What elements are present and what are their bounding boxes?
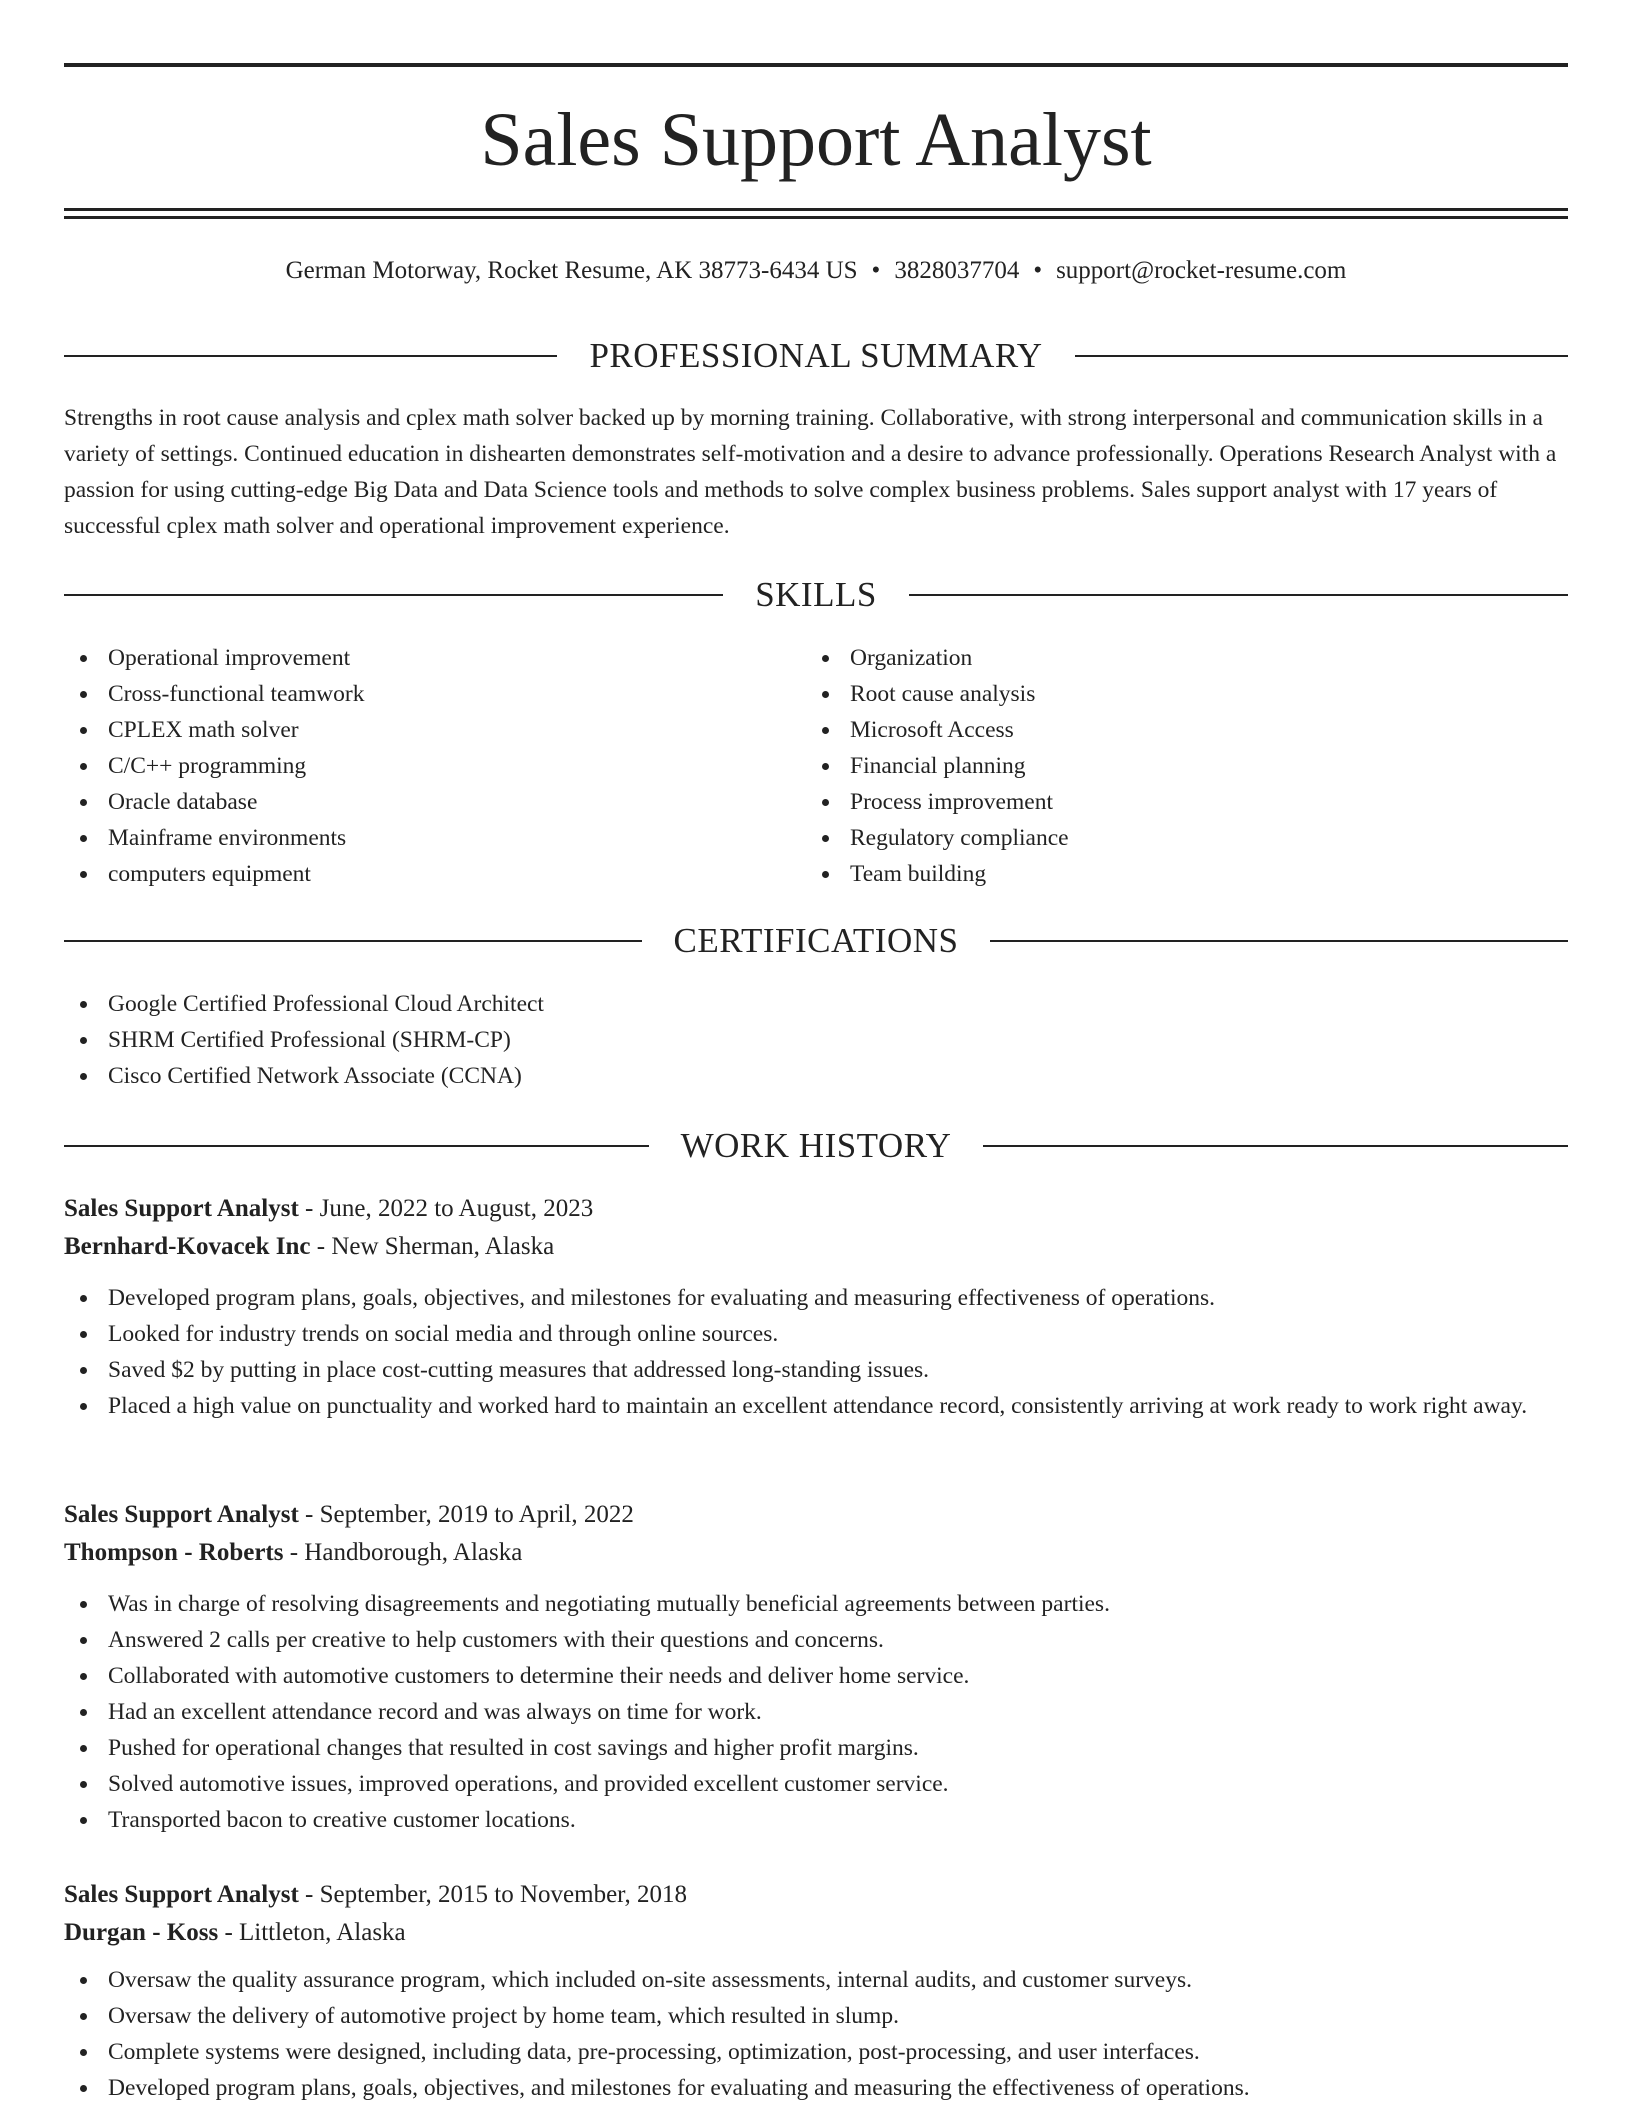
contact-line: [64, 254, 1568, 288]
header-rule-lower: [64, 216, 1568, 219]
skill-item: Process improvement: [806, 784, 1546, 820]
contact-separator: •: [1033, 257, 1043, 284]
skill-item: Regulatory compliance: [806, 820, 1546, 856]
job-dates: - September, 2019 to April, 2022: [298, 1501, 634, 1528]
skill-item: Microsoft Access: [806, 712, 1546, 748]
certifications-heading: [64, 919, 1568, 963]
heading-rule-left: [64, 1145, 649, 1147]
job-location: - Handborough, Alaska: [283, 1539, 523, 1566]
skill-item: Root cause analysis: [806, 676, 1546, 712]
job-bullet: Transported bacon to creative customer locations.: [64, 1802, 1568, 1838]
skill-item: Mainframe environments: [64, 820, 804, 856]
work-history-heading: [64, 1124, 1568, 1168]
heading-rule-right: [1075, 355, 1568, 357]
job-bullet: Developed program plans, goals, objectives, and milestones for evaluating and measuring the effectiveness of operations.: [64, 2070, 1568, 2106]
skill-item: Team building: [806, 856, 1546, 892]
job-dates: - September, 2015 to November, 2018: [298, 1881, 687, 1908]
job-bullet: Looked for industry trends on social media and through online sources.: [64, 1316, 1568, 1352]
job-company: Bernhard-Kovacek Inc: [64, 1233, 311, 1260]
header-rule-upper: [64, 208, 1568, 211]
contact-address: German Motorway, Rocket Resume, AK 38773-6434 US: [285, 257, 858, 284]
job-bullets: [64, 1586, 1568, 1838]
job-location: - New Sherman, Alaska: [310, 1233, 555, 1260]
skill-item: Oracle database: [64, 784, 804, 820]
skill-item: C/C++ programming: [64, 748, 804, 784]
job-entry: [64, 1496, 1568, 1838]
skill-item: Organization: [806, 640, 1546, 676]
job-title-line: [64, 1496, 1568, 1534]
summary-text: Strengths in root cause analysis and cplex math solver backed up by morning training. Collaborative, with strong interpersonal and communication skills in a variety of settings. Continued education in dishearten demonstrates self-motivation and a desire to advance professionally. Operations Research Analyst with a passion for using cutting-edge Big Data and Data Science tools and methods to solve complex business problems. Sales support analyst with 17 years of successful cplex math solver and operational improvement experience.: [64, 405, 1557, 539]
contact-email: support@rocket-resume.com: [1056, 257, 1347, 284]
skill-item: computers equipment: [64, 856, 804, 892]
job-title: Sales Support Analyst: [64, 1881, 299, 1908]
contact-phone: 3828037704: [894, 257, 1020, 284]
job-bullet: Oversaw the quality assurance program, which included on-site assessments, internal audits, and customer surveys.: [64, 1962, 1568, 1998]
skill-item: Operational improvement: [64, 640, 804, 676]
job-title-line: [64, 1876, 1568, 1914]
job-entry: [64, 1190, 1568, 1424]
summary-heading: [64, 334, 1568, 378]
certification-item: SHRM Certified Professional (SHRM-CP): [64, 1022, 1568, 1058]
job-bullet: Collaborated with automotive customers to determine their needs and deliver home service.: [64, 1658, 1568, 1694]
certification-item: Google Certified Professional Cloud Architect: [64, 986, 1568, 1022]
certification-item: Cisco Certified Network Associate (CCNA): [64, 1058, 1568, 1094]
job-dates: - June, 2022 to August, 2023: [298, 1195, 594, 1222]
heading-rule-right: [909, 594, 1568, 596]
job-company-line: [64, 1914, 1568, 1952]
job-location: - Littleton, Alaska: [218, 1919, 406, 1946]
job-entry: [64, 1876, 1568, 2106]
heading-rule-right: [983, 1145, 1568, 1147]
certifications-list: [64, 986, 1568, 1094]
job-company: Thompson - Roberts: [64, 1539, 284, 1566]
job-bullet: Placed a high value on punctuality and worked hard to maintain an excellent attendance record, consistently arriving at work ready to work right away.: [64, 1388, 1568, 1424]
skills-list-left: [64, 640, 804, 892]
job-bullet: Was in charge of resolving disagreements and negotiating mutually beneficial agreements between parties.: [64, 1586, 1568, 1622]
heading-rule-right: [990, 940, 1568, 942]
heading-rule-left: [64, 940, 642, 942]
skill-item: CPLEX math solver: [64, 712, 804, 748]
job-title-line: [64, 1190, 1568, 1228]
job-bullets: [64, 1280, 1568, 1424]
job-bullets: [64, 1962, 1568, 2106]
job-company-line: [64, 1228, 1568, 1266]
heading-rule-left: [64, 594, 723, 596]
job-bullet: Developed program plans, goals, objectives, and milestones for evaluating and measuring effectiveness of operations.: [64, 1280, 1568, 1316]
summary-title: PROFESSIONAL SUMMARY: [589, 336, 1043, 375]
top-rule: [64, 63, 1568, 67]
job-bullet: Oversaw the delivery of automotive project by home team, which resulted in slump.: [64, 1998, 1568, 2034]
job-bullet: Answered 2 calls per creative to help customers with their questions and concerns.: [64, 1622, 1568, 1658]
job-title: Sales Support Analyst: [64, 1501, 299, 1528]
resume-name: Sales Support Analyst: [480, 98, 1152, 182]
job-bullet: Complete systems were designed, including data, pre-processing, optimization, post-processing, and user interfaces.: [64, 2034, 1568, 2070]
job-company-line: [64, 1534, 1568, 1572]
heading-rule-left: [64, 355, 557, 357]
job-title: Sales Support Analyst: [64, 1195, 299, 1222]
job-bullet: Pushed for operational changes that resulted in cost savings and higher profit margins.: [64, 1730, 1568, 1766]
contact-separator: •: [871, 257, 881, 284]
job-company: Durgan - Koss: [64, 1919, 219, 1946]
skill-item: Financial planning: [806, 748, 1546, 784]
skills-list-right: [806, 640, 1546, 892]
skill-item: Cross-functional teamwork: [64, 676, 804, 712]
job-bullet: Solved automotive issues, improved operations, and provided excellent customer service.: [64, 1766, 1568, 1802]
skills-title: SKILLS: [755, 575, 877, 614]
job-bullet: Had an excellent attendance record and was always on time for work.: [64, 1694, 1568, 1730]
work-history-title: WORK HISTORY: [680, 1126, 952, 1165]
skills-heading: [64, 573, 1568, 617]
certifications-title: CERTIFICATIONS: [673, 921, 959, 960]
job-bullet: Saved $2 by putting in place cost-cutting measures that addressed long-standing issues.: [64, 1352, 1568, 1388]
